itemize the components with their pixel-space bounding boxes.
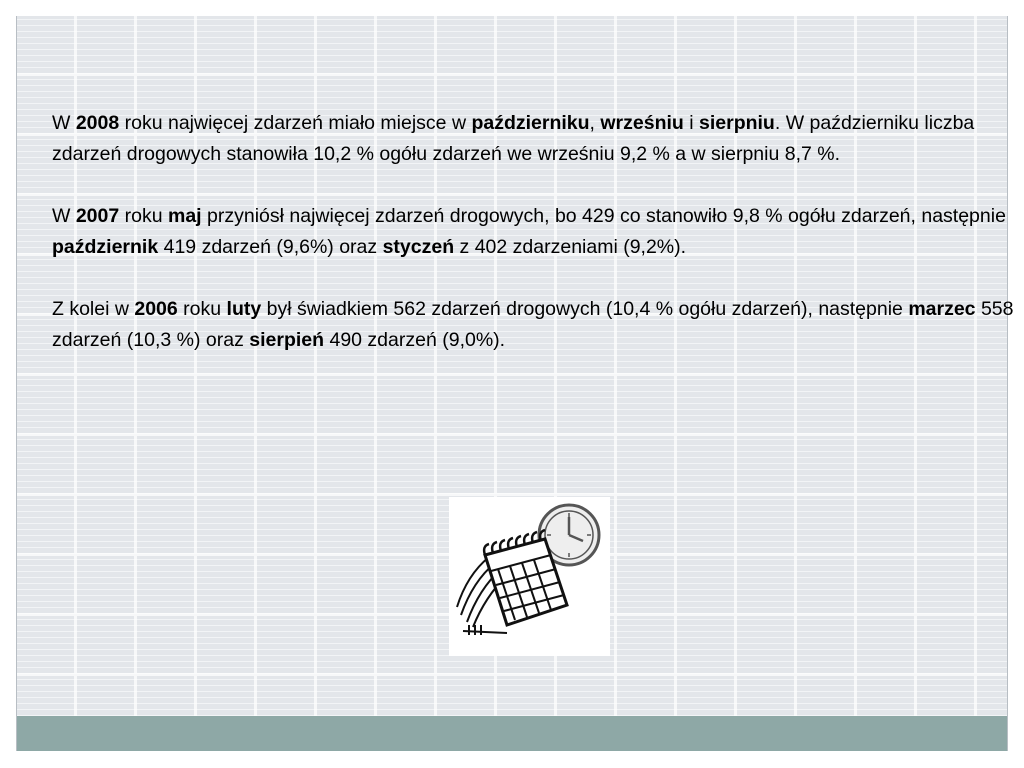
text-run: , bbox=[589, 112, 601, 134]
highlighted-term: maj bbox=[168, 205, 202, 227]
paragraph-2007 bbox=[52, 201, 1017, 263]
text-run: . W październiku liczba zdarzeń drogowych stanowiła 10,2 % ogółu zdarzeń we wrześniu 9,2 % a w sierpniu 8,7 %. bbox=[52, 112, 975, 165]
highlighted-term: wrześniu bbox=[600, 112, 684, 134]
text-run: był świadkiem 562 zdarzeń drogowych (10,4 % ogółu zdarzeń), następnie bbox=[261, 298, 909, 320]
text-run: roku bbox=[119, 205, 168, 227]
text-run: przyniósł najwięcej zdarzeń drogowych, bo 429 co stanowiło 9,8 % ogółu zdarzeń, następnie bbox=[201, 205, 1006, 227]
paragraph-2006 bbox=[52, 294, 1017, 356]
calendar-clock-icon bbox=[449, 497, 610, 656]
highlighted-term: sierpień bbox=[249, 329, 325, 351]
highlighted-term: październik bbox=[52, 236, 159, 258]
text-run: Z kolei w bbox=[52, 298, 135, 320]
text-run: 490 zdarzeń (9,0%). bbox=[324, 329, 506, 351]
text-block bbox=[52, 108, 1017, 387]
text-run: roku bbox=[177, 298, 227, 320]
highlighted-term: luty bbox=[226, 298, 262, 320]
text-run: W bbox=[52, 205, 76, 227]
text-run: roku najwięcej zdarzeń miało miejsce w bbox=[119, 112, 472, 134]
paragraph-2008 bbox=[52, 108, 1017, 170]
slide bbox=[16, 16, 1014, 751]
text-run: W bbox=[52, 112, 76, 134]
highlighted-term: marzec bbox=[908, 298, 976, 320]
calendar-image bbox=[449, 497, 610, 656]
text-run: i bbox=[683, 112, 699, 134]
text-run: 558 zdarzeń (10,3 %) oraz bbox=[52, 298, 1014, 351]
highlighted-term: 2006 bbox=[134, 298, 178, 320]
highlighted-term: styczeń bbox=[382, 236, 455, 258]
highlighted-term: 2007 bbox=[75, 205, 120, 227]
footer-bar bbox=[17, 716, 1007, 751]
highlighted-term: sierpniu bbox=[699, 112, 775, 134]
highlighted-term: 2008 bbox=[75, 112, 120, 134]
text-run: 419 zdarzeń (9,6%) oraz bbox=[158, 236, 383, 258]
text-run: z 402 zdarzeniami (9,2%). bbox=[454, 236, 687, 258]
highlighted-term: październiku bbox=[471, 112, 590, 134]
